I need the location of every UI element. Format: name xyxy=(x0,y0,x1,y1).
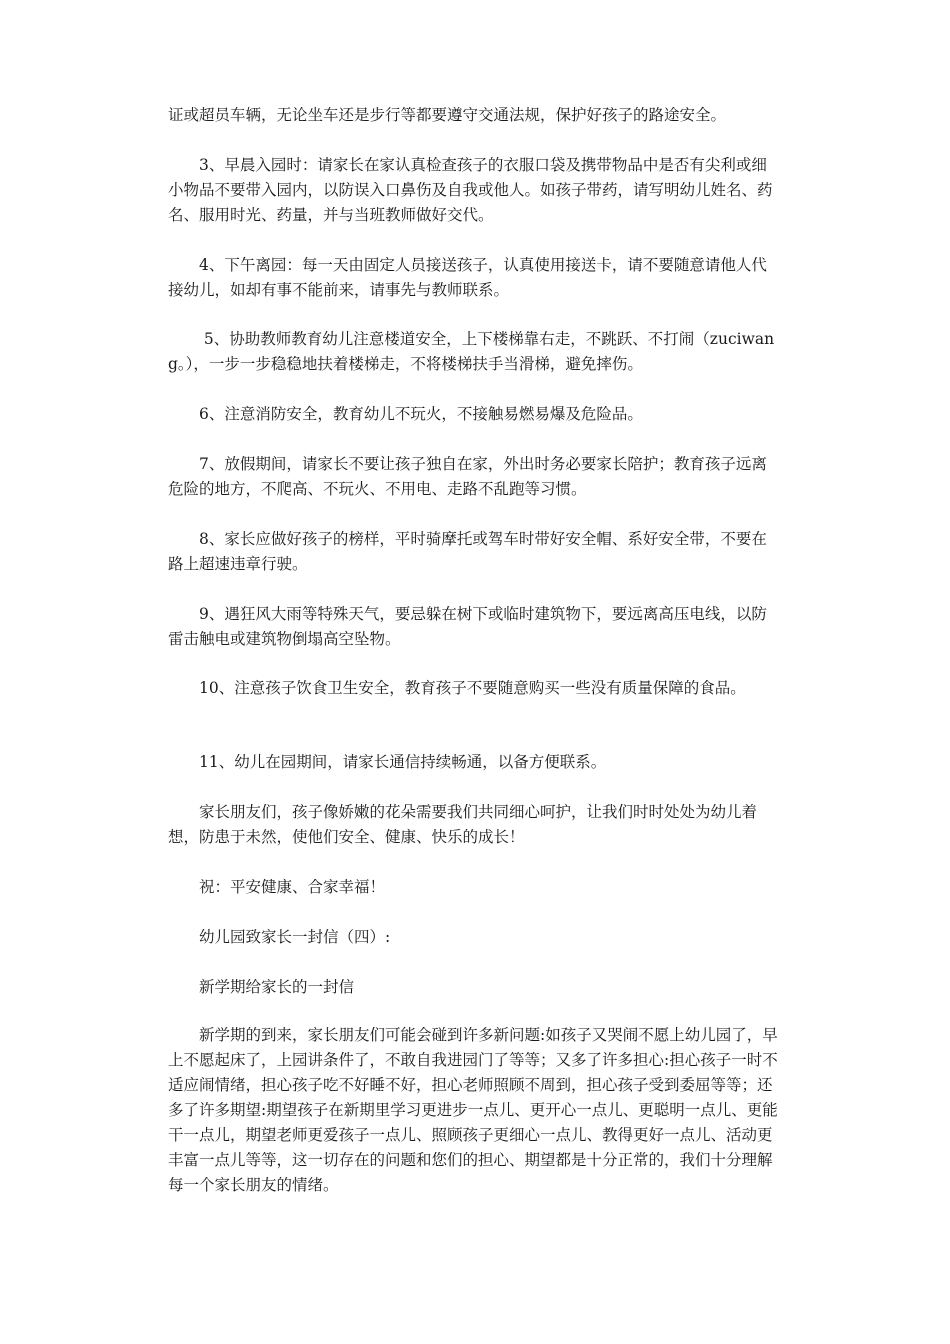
paragraph-new-semester: 新学期的到来，家长朋友们可能会碰到许多新问题:如孩子又哭闹不愿上幼儿园了，早上不愿起床了，上园讲条件了，不敢自我进园门了等等；又多了许多担心:担心孩子一时不适应闹情绪，担心孩子吃不好睡不好，担心老师照顾不周到，担心孩子受到委屈等等；还多了许多期望:期望孩子在新期里学习更进步一点儿、更开心一点儿、更聪明一点儿、更能干一点儿，期望老师更爱孩子一点儿、照顾孩子更细心一点儿、教得更好一点儿、活动更丰富一点儿等等，这一切存在的问题和您们的担心、期望都是十分正常的，我们十分理解每一个家长朋友的情绪。 xyxy=(168,1026,778,1194)
letter-title: 新学期给家长的一封信 xyxy=(168,978,355,996)
paragraph-item-7: 7、放假期间，请家长不要让孩子独自在家，外出时务必要家长陪护；教育孩子远离危险的地方，不爬高、不玩火、不用电、走路不乱跑等习惯。 xyxy=(168,455,767,498)
paragraph-wishes: 祝：平安健康、合家幸福！ xyxy=(168,878,386,896)
paragraph-item-4: 4、下午离园：每一天由固定人员接送孩子，认真使用接送卡，请不要随意请他人代接幼儿，如却有事不能前来，请事先与教师联系。 xyxy=(168,256,767,299)
paragraph-item-11: 11、幼儿在园期间，请家长通信持续畅通，以备方便联系。 xyxy=(168,753,607,771)
paragraph-item-9: 9、遇狂风大雨等特殊天气，要忌躲在树下或临时建筑物下，要远离高压电线，以防雷击触电或建筑物倒塌高空坠物。 xyxy=(168,605,767,648)
paragraph-item-5: 5、协助教师教育幼儿注意楼道安全，上下楼梯靠右走，不跳跃、不打闹（zuciwang。），一步一步稳稳地扶着楼梯走，不将楼梯扶手当滑梯，避免摔伤。 xyxy=(168,330,775,373)
paragraph-item-8: 8、家长应做好孩子的榜样，平时骑摩托或驾车时带好安全帽、系好安全带，不要在路上超速违章行驶。 xyxy=(168,530,767,573)
section-heading-letter-four: 幼儿园致家长一封信（四）: xyxy=(168,928,391,946)
paragraph-traffic-safety-end: 证或超员车辆，无论坐车还是步行等都要遵守交通法规，保护好孩子的路途安全。 xyxy=(168,106,727,124)
paragraph-item-3: 3、早晨入园时：请家长在家认真检查孩子的衣服口袋及携带物品中是否有尖利或细小物品不要带入园内，以防误入口鼻伤及自我或他人。如孩子带药，请写明幼儿姓名、药名、服用时光、药量，并与当班教师做好交代。 xyxy=(168,156,773,224)
paragraph-item-10: 10、注意孩子饮食卫生安全，教育孩子不要随意购买一些没有质量保障的食品。 xyxy=(168,679,746,697)
paragraph-closing: 家长朋友们，孩子像娇嫩的花朵需要我们共同细心呵护，让我们时时处处为幼儿着想，防患于未然，使他们安全、健康、快乐的成长！ xyxy=(168,803,758,846)
paragraph-item-6: 6、注意消防安全，教育幼儿不玩火，不接触易燃易爆及危险品。 xyxy=(168,405,643,423)
